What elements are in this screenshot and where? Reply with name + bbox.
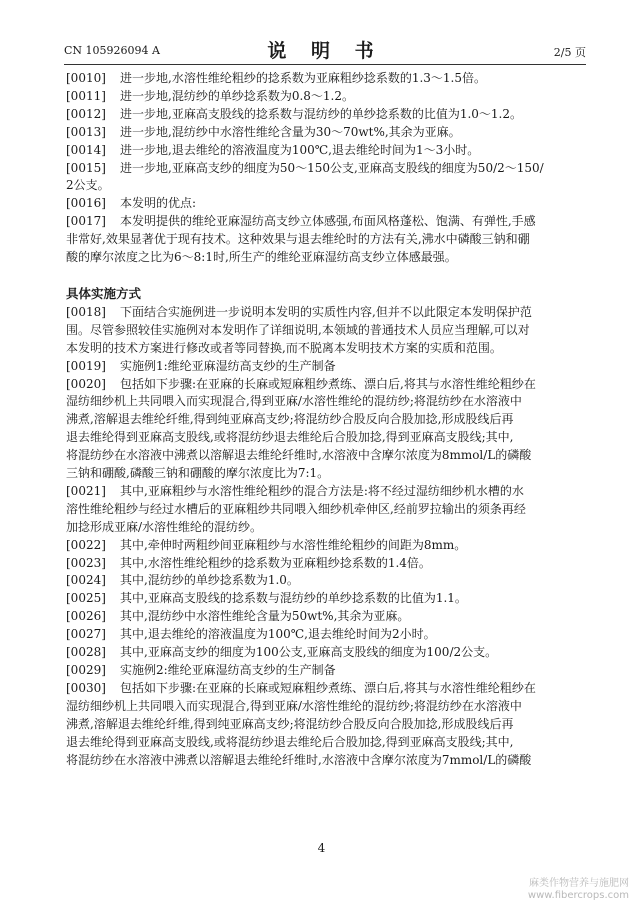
paragraph [66, 376, 586, 483]
paragraph-line [66, 519, 586, 537]
paragraph-line [66, 195, 586, 213]
paragraph [66, 88, 586, 106]
watermark-line-2: www.fibercrops.com [527, 890, 629, 901]
paragraph-text: 退去维纶得到亚麻高支股线,或将混纺纱退去维纶后合股加捻,得到亚麻高支股线;其中, [66, 430, 514, 445]
paragraph-number: [0028] [66, 645, 106, 660]
paragraph-line [66, 537, 586, 555]
paragraph-line [66, 429, 586, 447]
paragraph-text: 加捻形成亚麻/水溶性维纶的混纺纱。 [66, 519, 263, 534]
paragraph-text: 其中,亚麻粗纱与水溶性维纶粗纱的混合方法是:将不经过湿纺细纱机水槽的水 [120, 483, 524, 498]
paragraph-number: [0017] [66, 214, 106, 229]
paragraph-text: 沸煮,溶解退去维纶纤维,得到纯亚麻高支纱;将混纺纱合股反向合股加捻,形成股线后再 [66, 412, 514, 427]
paragraph-line [66, 698, 586, 716]
document-body [66, 70, 586, 769]
paragraph-line [66, 213, 586, 231]
paragraph-text: 进一步地,混纺纱中水溶性维纶含量为30～70wt%,其余为亚麻。 [120, 124, 461, 139]
paragraph-text: 湿纺细纱机上共同喂入而实现混合,得到亚麻/水溶性维纶的混纺纱;将混纺纱在水溶液中 [66, 394, 522, 409]
paragraph-line [66, 662, 586, 680]
paragraph-line [66, 752, 586, 770]
paragraph-line [66, 393, 586, 411]
paragraph-line [66, 106, 586, 124]
paragraph-text: 下面结合实施例进一步说明本发明的实质性内容,但并不以此限定本发明保护范 [120, 304, 532, 319]
paragraph [66, 358, 586, 376]
paragraph-line [66, 322, 586, 340]
paragraph-line [66, 231, 586, 249]
paragraph-line [66, 177, 586, 195]
paragraph [66, 142, 586, 160]
paragraph-text: 非常好,效果显著优于现有技术。这种效果与退去维纶时的方法有关,沸水中磷酸三钠和硼 [66, 232, 530, 247]
paragraph-number: [0014] [66, 142, 106, 157]
paragraph-line [66, 465, 586, 483]
paragraph [66, 160, 586, 196]
paragraph-text: 其中,亚麻高支纱的细度为100公支,亚麻高支股线的细度为100/2公支。 [120, 645, 498, 660]
paragraph-text: 其中,混纺纱的单纱捻系数为1.0。 [120, 573, 299, 588]
paragraph [66, 555, 586, 573]
paragraph-number: [0015] [66, 160, 106, 175]
paragraph-line [66, 447, 586, 465]
paragraph [66, 572, 586, 590]
patent-number: CN 105926094 A [64, 44, 160, 57]
paragraph-text: 包括如下步骤:在亚麻的长麻或短麻粗纱煮练、漂白后,将其与水溶性维纶粗纱在 [120, 680, 536, 695]
paragraph [66, 590, 586, 608]
paragraph-text: 其中,水溶性维纶粗纱的捻系数为亚麻粗纱捻系数的1.4倍。 [120, 555, 431, 570]
paragraph-number: [0029] [66, 663, 106, 677]
paragraph-number: [0011] [66, 88, 106, 103]
paragraph-text: 本发明的优点: [120, 196, 197, 211]
paragraph [66, 70, 586, 88]
section-heading: 具体实施方式 [66, 285, 142, 301]
document-title: 说 明 书 [267, 40, 383, 62]
section-gap [66, 267, 586, 282]
paragraph-line [66, 680, 586, 698]
paragraph-number: [0024] [66, 573, 106, 588]
page-header [64, 36, 586, 62]
header-rule [64, 64, 586, 65]
paragraph-line [66, 304, 586, 322]
paragraph-line [66, 358, 586, 376]
paragraph-text: 本发明的技术方案进行修改或者等同替换,而不脱离本发明技术方案的实质和范围。 [66, 340, 502, 355]
paragraph [66, 106, 586, 124]
paragraph-line [66, 411, 586, 429]
paragraph-text: 包括如下步骤:在亚麻的长麻或短麻粗纱煮练、漂白后,将其与水溶性维纶粗纱在 [120, 376, 536, 391]
paragraph-line [66, 124, 586, 142]
paragraph-line [66, 142, 586, 160]
paragraph [66, 680, 586, 770]
paragraph-number: [0026] [66, 609, 106, 624]
paragraph-text: 进一步地,退去维纶的溶液温度为100℃,退去维纶时间为1～3小时。 [120, 142, 480, 157]
paragraph-line [66, 340, 586, 358]
paragraph [66, 304, 586, 358]
paragraph-line [66, 160, 586, 178]
paragraph-number: [0013] [66, 124, 106, 139]
paragraph-line [66, 70, 586, 88]
paragraph-text: 2公支。 [66, 178, 110, 193]
paragraph-text: 本发明提供的维纶亚麻湿纺高支纱立体感强,布面风格蓬松、饱满、有弹性,手感 [120, 214, 536, 229]
paragraph-text: 溶性维纶粗纱与经过水槽后的亚麻粗纱共同喂入细纱机牵伸区,经前罗拉输出的须条再经 [66, 501, 526, 516]
paragraph [66, 608, 586, 626]
paragraph-text: 其中,混纺纱中水溶性维纶含量为50wt%,其余为亚麻。 [120, 609, 410, 624]
paragraph-text: 进一步地,混纺纱的单纱捻系数为0.8～1.2。 [120, 88, 354, 103]
paragraph-number: [0016] [66, 196, 106, 211]
paragraph-number: [0019] [66, 358, 106, 373]
paragraph-text: 三钠和硼酸,磷酸三钠和硼酸的摩尔浓度比为7:1。 [66, 466, 330, 481]
paragraph-line [66, 555, 586, 573]
paragraph-text: 实施例2:维纶亚麻湿纺高支纱的生产制备 [120, 663, 336, 677]
paragraph-line [66, 734, 586, 752]
paragraph-text: 将混纺纱在水溶液中沸煮以溶解退去维纶纤维时,水溶液中含摩尔浓度为8mmol/L的磷酸 [66, 448, 532, 463]
paragraph [66, 644, 586, 662]
paragraph-line [66, 249, 586, 267]
paragraph-text: 将混纺纱在水溶液中沸煮以溶解退去维纶纤维时,水溶液中含摩尔浓度为7mmol/L的磷酸 [66, 752, 532, 767]
paragraph-line [66, 501, 586, 519]
paragraph-line [66, 376, 586, 394]
paragraph-number: [0021] [66, 483, 106, 498]
paragraph-text: 进一步地,亚麻高支纱的细度为50～150公支,亚麻高支股线的细度为50/2～150/ [120, 160, 544, 175]
paragraph-text: 退去维纶得到亚麻高支股线,或将混纺纱退去维纶后合股加捻,得到亚麻高支股线;其中, [66, 734, 514, 749]
paragraph-line [66, 626, 586, 644]
paragraph-text: 其中,牵伸时两粗纱间亚麻粗纱与水溶性维纶粗纱的间距为8mm。 [120, 537, 467, 552]
paragraph [66, 626, 586, 644]
paragraph [66, 124, 586, 142]
paragraph-text: 围。尽管参照较佳实施例对本发明作了详细说明,本领域的普通技术人员应当理解,可以对 [66, 322, 530, 337]
paragraph-line [66, 644, 586, 662]
paragraph-text: 进一步地,亚麻高支股线的捻系数与混纺纱的单纱捻系数的比值为1.0～1.2。 [120, 106, 522, 121]
paragraph-line [66, 483, 586, 501]
watermark-line-1: 麻类作物营养与施肥网 [529, 878, 629, 889]
paragraph-number: [0012] [66, 106, 106, 121]
paragraph-number: [0023] [66, 555, 106, 570]
paragraph-number: [0010] [66, 71, 106, 85]
paragraph-number: [0018] [66, 304, 106, 319]
paragraph-text: 其中,退去维纶的溶液温度为100℃,退去维纶时间为2小时。 [120, 627, 436, 642]
paragraph-number: [0030] [66, 680, 106, 695]
paragraph-line [66, 88, 586, 106]
paragraph-text: 进一步地,水溶性维纶粗纱的捻系数为亚麻粗纱捻系数的1.3～1.5倍。 [120, 71, 486, 85]
paragraph-line [66, 716, 586, 734]
paragraph [66, 662, 586, 680]
paragraph-line [66, 608, 586, 626]
paragraph-text: 其中,亚麻高支股线的捻系数与混纺纱的单纱捻系数的比值为1.1。 [120, 591, 467, 606]
paragraph-number: [0027] [66, 627, 106, 642]
paragraph [66, 213, 586, 267]
paragraph-number: [0022] [66, 537, 106, 552]
paragraph-text: 湿纺细纱机上共同喂入而实现混合,得到亚麻/水溶性维纶的混纺纱;将混纺纱在水溶液中 [66, 698, 522, 713]
paragraph-text: 酸的摩尔浓度之比为6～8:1时,所生产的维纶亚麻湿纺高支纱立体感最强。 [66, 250, 457, 265]
paragraph-line [66, 572, 586, 590]
paragraph-line [66, 590, 586, 608]
paragraph-text: 沸煮,溶解退去维纶纤维,得到纯亚麻高支纱;将混纺纱合股反向合股加捻,形成股线后再 [66, 716, 514, 731]
paragraph-number: [0020] [66, 376, 106, 391]
paragraph [66, 483, 586, 537]
paragraph [66, 195, 586, 213]
page-info: 2/5 页 [553, 46, 586, 59]
paragraph-number: [0025] [66, 591, 106, 606]
paragraph [66, 537, 586, 555]
page-number: 4 [317, 841, 326, 855]
paragraph-text: 实施例1:维纶亚麻湿纺高支纱的生产制备 [120, 358, 336, 373]
watermark [528, 878, 629, 902]
